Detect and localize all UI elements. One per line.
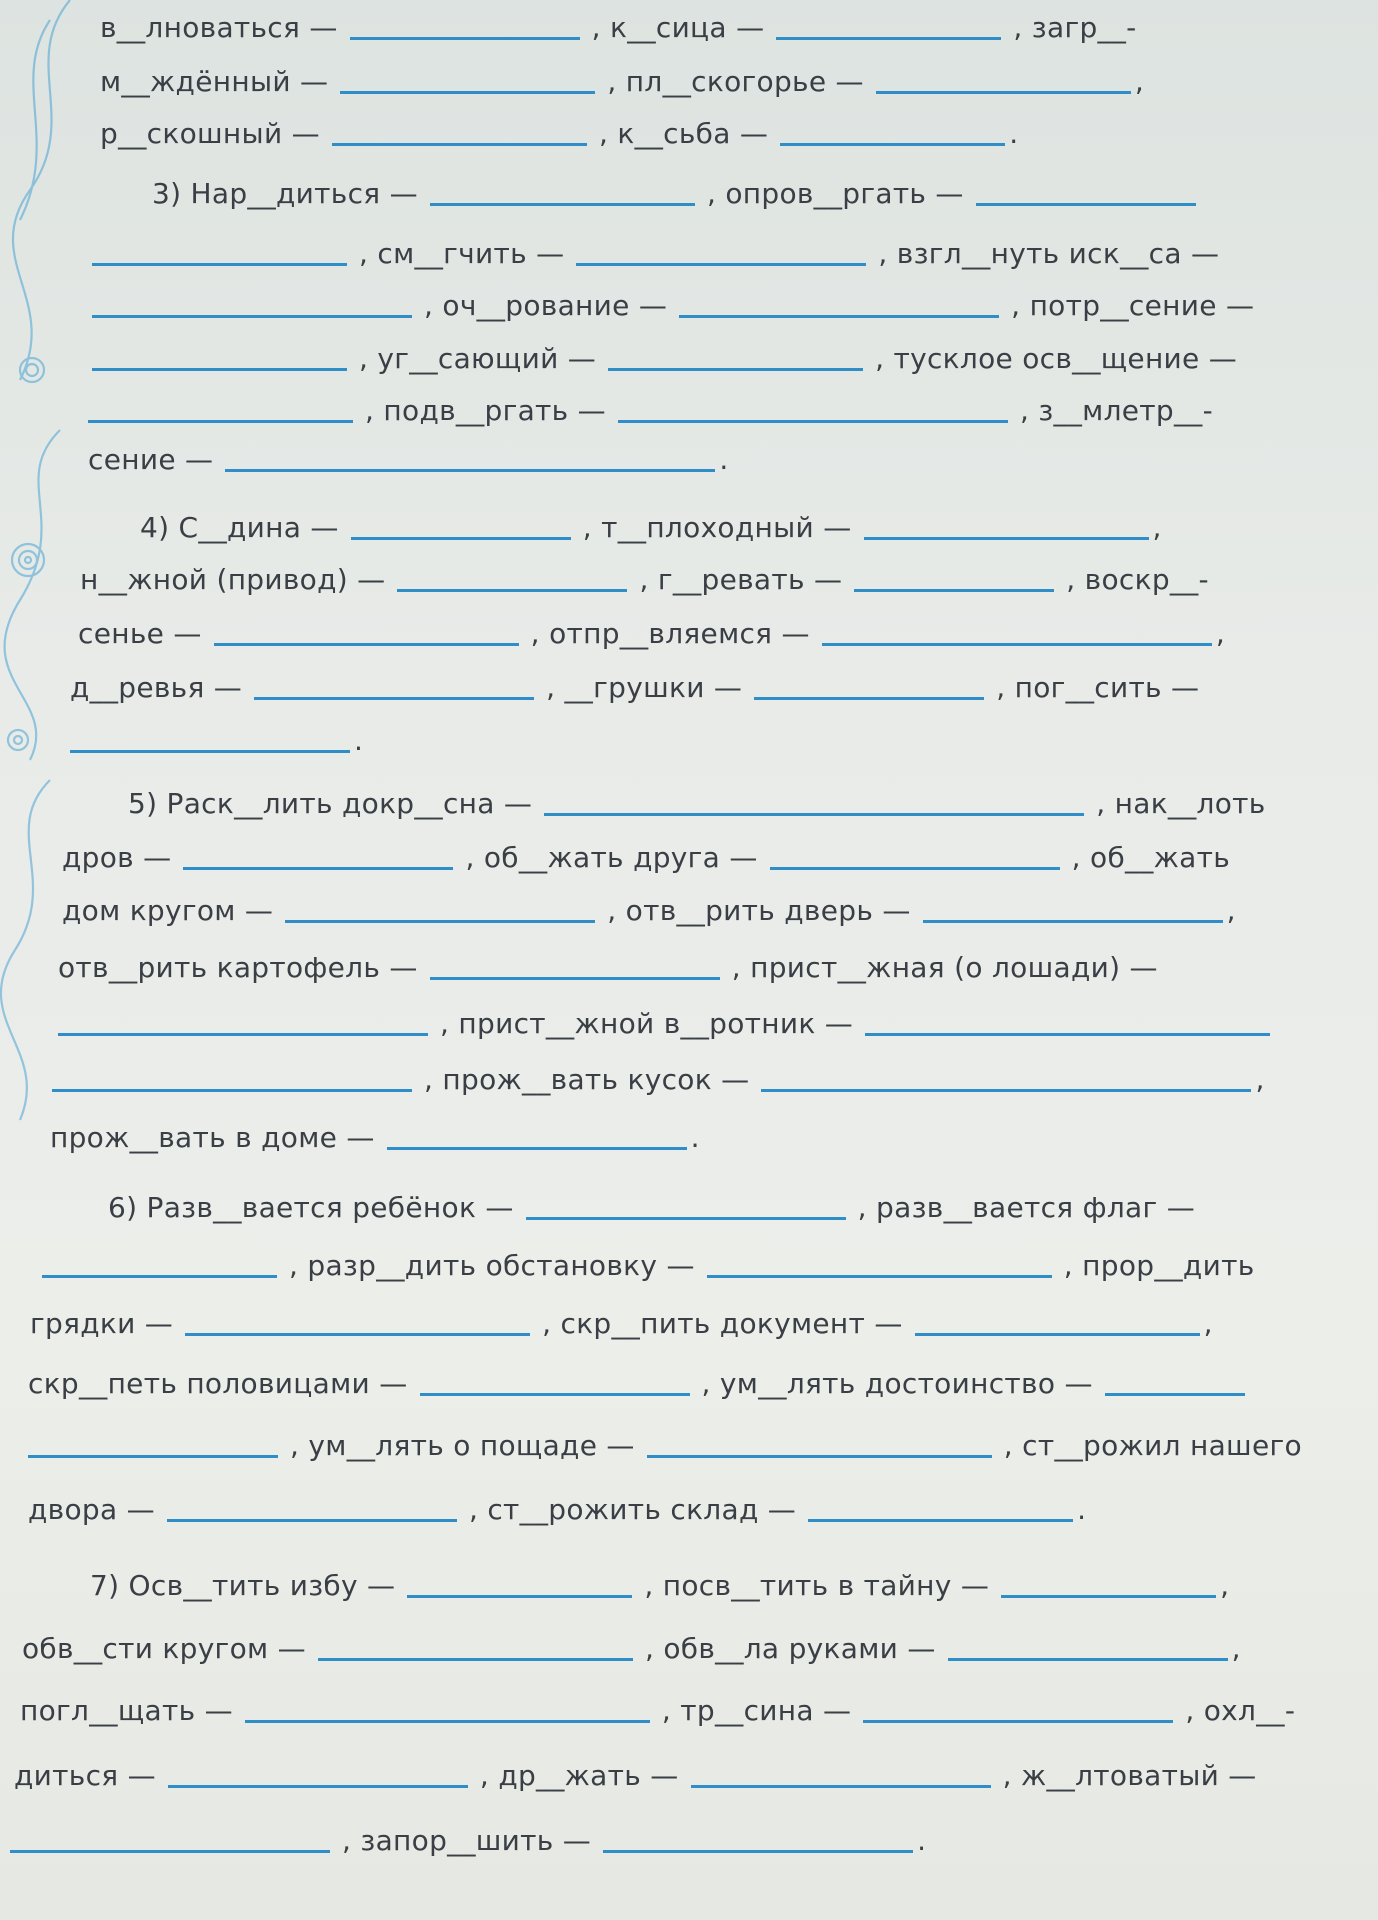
- answer-blank[interactable]: [420, 1393, 690, 1396]
- word-segment: , посв__тить в тайну —: [644, 1569, 990, 1602]
- exercise-line: [78, 617, 1226, 650]
- answer-blank[interactable]: [876, 91, 1131, 94]
- answer-blank[interactable]: [351, 537, 571, 540]
- word-segment: 6) Разв__вается ребёнок —: [108, 1191, 514, 1224]
- answer-blank[interactable]: [915, 1333, 1200, 1336]
- answer-blank[interactable]: [52, 1089, 412, 1092]
- word-segment: прож__вать в доме —: [50, 1121, 375, 1154]
- word-segment: , прист__жная (о лошади) —: [731, 951, 1158, 984]
- answer-blank[interactable]: [770, 867, 1060, 870]
- answer-blank[interactable]: [1001, 1595, 1216, 1598]
- word-segment: , оч__рование —: [424, 289, 668, 322]
- exercise-line: [100, 11, 1137, 44]
- answer-blank[interactable]: [92, 263, 347, 266]
- exercise-line: [28, 1367, 1245, 1400]
- word-segment: , разв__вается флаг —: [857, 1191, 1196, 1224]
- answer-blank[interactable]: [168, 1785, 468, 1788]
- word-segment: , ст__рожить склад —: [468, 1493, 797, 1526]
- word-segment: .: [917, 1824, 927, 1857]
- word-segment: погл__щать —: [20, 1694, 233, 1727]
- answer-blank[interactable]: [285, 920, 595, 923]
- word-segment: , тр__сина —: [661, 1694, 852, 1727]
- word-segment: , нак__лоть: [1096, 787, 1266, 820]
- word-segment: 3) Нар__диться —: [152, 177, 418, 210]
- answer-blank[interactable]: [225, 469, 715, 472]
- word-segment: сение —: [88, 443, 214, 476]
- answer-blank[interactable]: [10, 1850, 330, 1853]
- word-segment: .: [1009, 117, 1019, 150]
- exercise-line: [28, 1493, 1087, 1526]
- word-segment: , разр__дить обстановку —: [289, 1249, 695, 1282]
- word-segment: , прож__вать кусок —: [424, 1063, 750, 1096]
- word-segment: , прор__дить: [1063, 1249, 1255, 1282]
- answer-blank[interactable]: [92, 315, 412, 318]
- answer-blank[interactable]: [430, 203, 695, 206]
- word-segment: ,: [1220, 1569, 1230, 1602]
- word-segment: .: [719, 443, 729, 476]
- word-segment: , об__жать: [1071, 841, 1231, 874]
- answer-blank[interactable]: [603, 1850, 913, 1853]
- answer-blank[interactable]: [679, 315, 999, 318]
- answer-blank[interactable]: [780, 143, 1005, 146]
- word-segment: двора —: [28, 1493, 155, 1526]
- word-segment: отв__рить картофель —: [58, 951, 418, 984]
- exercise-line: [52, 1063, 1265, 1096]
- word-segment: д__ревья —: [70, 671, 243, 704]
- answer-blank[interactable]: [318, 1658, 633, 1661]
- answer-blank[interactable]: [822, 643, 1212, 646]
- answer-blank[interactable]: [407, 1595, 632, 1598]
- word-segment: 4) С__дина —: [140, 511, 339, 544]
- exercise-line: [42, 1249, 1255, 1282]
- answer-blank[interactable]: [58, 1033, 428, 1036]
- answer-blank[interactable]: [1105, 1393, 1245, 1396]
- exercise-line: [108, 1191, 1196, 1224]
- word-segment: .: [690, 1121, 700, 1154]
- answer-blank[interactable]: [618, 420, 1008, 423]
- answer-blank[interactable]: [544, 813, 1084, 816]
- answer-blank[interactable]: [92, 368, 347, 371]
- word-segment: ,: [1134, 65, 1145, 98]
- word-segment: , г__ревать —: [639, 563, 843, 596]
- answer-blank[interactable]: [707, 1275, 1052, 1278]
- exercise-line: [80, 563, 1209, 596]
- word-segment: , __грушки —: [546, 671, 743, 704]
- answer-blank[interactable]: [70, 750, 350, 753]
- word-segment: , прист__жной в__ротник —: [440, 1007, 854, 1040]
- word-segment: , скр__пить документ —: [542, 1307, 903, 1340]
- word-segment: , к__сица —: [591, 11, 765, 44]
- word-segment: ,: [1255, 1063, 1265, 1096]
- exercise-line: [50, 1121, 700, 1154]
- word-segment: , запор__шить —: [342, 1824, 592, 1857]
- word-segment: обв__сти кругом —: [22, 1632, 306, 1665]
- word-segment: , з__млетр__-: [1019, 394, 1213, 427]
- answer-blank[interactable]: [865, 1033, 1270, 1036]
- exercise-line: [100, 117, 1019, 150]
- answer-blank[interactable]: [761, 1089, 1251, 1092]
- word-segment: , ум__лять достоинство —: [701, 1367, 1093, 1400]
- exercise-line: [152, 177, 1196, 210]
- word-segment: .: [1077, 1493, 1087, 1526]
- answer-blank[interactable]: [397, 589, 627, 592]
- exercise-line: [10, 1824, 927, 1857]
- exercise-line: [14, 1759, 1257, 1792]
- answer-blank[interactable]: [387, 1147, 687, 1150]
- word-segment: ,: [1231, 1632, 1241, 1665]
- exercise-line: [58, 951, 1158, 984]
- word-segment: в__лноваться —: [100, 11, 338, 44]
- exercise-line: [58, 1007, 1270, 1040]
- word-segment: диться —: [14, 1759, 156, 1792]
- word-segment: 7) Осв__тить избу —: [90, 1569, 396, 1602]
- answer-blank[interactable]: [754, 697, 984, 700]
- answer-blank[interactable]: [167, 1519, 457, 1522]
- exercise-line: [62, 894, 1236, 927]
- word-segment: , ум__лять о пощаде —: [290, 1429, 635, 1462]
- word-segment: , отпр__вляемся —: [530, 617, 810, 650]
- answer-blank[interactable]: [608, 368, 863, 371]
- word-segment: 5) Раск__лить докр__сна —: [128, 787, 533, 820]
- exercise-line: [128, 787, 1266, 820]
- answer-blank[interactable]: [776, 37, 1001, 40]
- exercise-line: [90, 1569, 1230, 1602]
- answer-blank[interactable]: [28, 1455, 278, 1458]
- answer-blank[interactable]: [183, 867, 453, 870]
- word-segment: дров —: [62, 841, 172, 874]
- word-segment: , воскр__-: [1066, 563, 1209, 596]
- word-segment: , опров__ргать —: [706, 177, 964, 210]
- word-segment: грядки —: [30, 1307, 174, 1340]
- answer-blank[interactable]: [948, 1658, 1228, 1661]
- answer-blank[interactable]: [691, 1785, 991, 1788]
- word-segment: ,: [1152, 511, 1162, 544]
- answer-blank[interactable]: [808, 1519, 1073, 1522]
- answer-blank[interactable]: [976, 203, 1196, 206]
- word-segment: , ж__лтоватый —: [1002, 1759, 1257, 1792]
- answer-blank[interactable]: [42, 1275, 277, 1278]
- answer-blank[interactable]: [254, 697, 534, 700]
- exercise-line: [88, 443, 729, 476]
- exercise-line: [22, 1632, 1241, 1665]
- word-segment: р__скошный —: [100, 117, 320, 150]
- word-segment: , уг__сающий —: [359, 342, 597, 375]
- answer-blank[interactable]: [245, 1720, 650, 1723]
- exercise-line: [20, 1694, 1296, 1727]
- answer-blank[interactable]: [185, 1333, 530, 1336]
- answer-blank[interactable]: [340, 91, 595, 94]
- exercise-line: [28, 1429, 1302, 1462]
- answer-blank[interactable]: [332, 143, 587, 146]
- word-segment: скр__петь половицами —: [28, 1367, 408, 1400]
- word-segment: , охл__-: [1185, 1694, 1296, 1727]
- exercise-line: [92, 289, 1255, 322]
- answer-blank[interactable]: [430, 977, 720, 980]
- answer-blank[interactable]: [923, 920, 1223, 923]
- answer-blank[interactable]: [864, 537, 1149, 540]
- answer-blank[interactable]: [88, 420, 353, 423]
- word-segment: , подв__ргать —: [365, 394, 606, 427]
- exercise-line: [30, 1307, 1213, 1340]
- answer-blank[interactable]: [647, 1455, 992, 1458]
- exercise-line: [62, 841, 1231, 874]
- exercise-line: [70, 671, 1200, 704]
- answer-blank[interactable]: [350, 37, 580, 40]
- exercise-line: [70, 724, 364, 757]
- word-segment: , отв__рить дверь —: [607, 894, 911, 927]
- word-segment: , пог__сить —: [996, 671, 1200, 704]
- answer-blank[interactable]: [863, 1720, 1173, 1723]
- word-segment: , обв__ла руками —: [644, 1632, 936, 1665]
- word-segment: , др__жать —: [479, 1759, 679, 1792]
- word-segment: дом кругом —: [62, 894, 274, 927]
- word-segment: , об__жать друга —: [465, 841, 758, 874]
- exercise-line: [140, 511, 1162, 544]
- word-segment: , см__гчить —: [359, 237, 565, 270]
- exercise-line: [88, 394, 1213, 427]
- word-segment: ,: [1226, 894, 1236, 927]
- word-segment: ,: [1203, 1307, 1213, 1340]
- answer-blank[interactable]: [526, 1217, 846, 1220]
- word-segment: , ст__рожил нашего: [1003, 1429, 1302, 1462]
- word-segment: ,: [1215, 617, 1226, 650]
- word-segment: .: [354, 724, 364, 757]
- word-segment: м__ждённый —: [100, 65, 329, 98]
- word-segment: , т__плоходный —: [582, 511, 852, 544]
- word-segment: , к__сьба —: [598, 117, 769, 150]
- answer-blank[interactable]: [214, 643, 519, 646]
- exercise-line: [92, 342, 1238, 375]
- word-segment: сенье —: [78, 617, 202, 650]
- word-segment: н__жной (привод) —: [80, 563, 386, 596]
- word-segment: , загр__-: [1013, 11, 1137, 44]
- word-segment: , потр__сение —: [1011, 289, 1255, 322]
- word-segment: , тусклое осв__щение —: [875, 342, 1238, 375]
- word-segment: , взгл__нуть иск__са —: [878, 237, 1220, 270]
- exercise-line: [100, 65, 1145, 98]
- answer-blank[interactable]: [576, 263, 866, 266]
- exercise-line: [92, 237, 1220, 270]
- answer-blank[interactable]: [854, 589, 1054, 592]
- word-segment: , пл__скогорье —: [607, 65, 864, 98]
